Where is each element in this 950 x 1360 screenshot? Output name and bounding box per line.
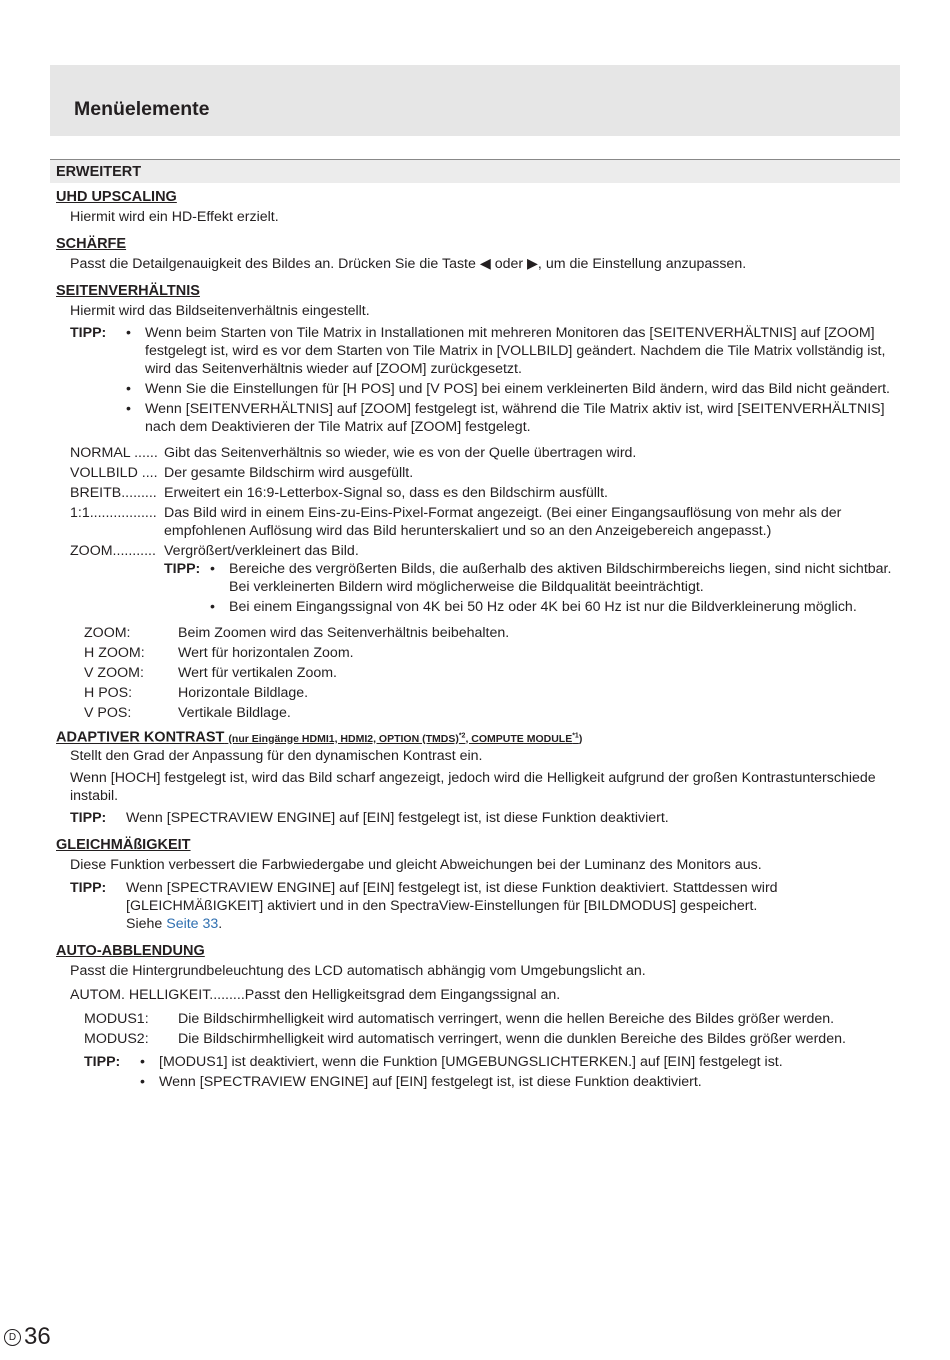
section-adaptiver-kontrast [50,724,900,827]
category-heading: ERWEITERT [50,159,900,183]
tip-item: Bei verkleinerten Bildern wird möglicherweise die Bildqualität beeinträchtigt. [229,579,704,595]
tip-block [50,324,900,438]
option-row: VOLLBILD .... Der gesamte Bildschirm wird ausgefüllt. [70,465,414,481]
bullet-icon: • [140,1074,145,1090]
page-title: Menüelemente [74,98,210,120]
tip-item: • Bereiche des vergrößerten Bilds, die außerhalb des aktiven Bildschirmbereichs liegen, sind nicht sichtbar. [210,561,892,577]
option-row: NORMAL ...... Gibt das Seitenverhältnis so wieder, wie es von der Quelle übertragen wird. [70,445,637,461]
section-title: ADAPTIVER KONTRAST (nur Eingänge HDMI1, HDMI2, OPTION (TMDS)$^{*2}$, COMPUTE MODULE$^{*1}$) [56,729,583,746]
bullet-icon: • [140,1054,145,1070]
option-row: BREITB......... Erweitert ein 16:9-Letterbox-Signal so, dass es den Bildschirm ausfüllt. [70,485,608,501]
tip-item: • Wenn beim Starten von Tile Matrix in Installationen mit mehreren Monitoren das [SEITENVERHÄLTNIS] auf [ZOOM] festgelegt ist, wird es vor dem Starten von Tile Matrix in [VOLLBILD] geändert. Nachdem die Tile Matrix vollständig ist, wird das Seitenverhältnis wieder auf [ZOOM] zurückgesetzt. [126,325,886,377]
tip-block: TIPP: Wenn [SPECTRAVIEW ENGINE] auf [EIN] festgelegt ist, ist diese Funktion deaktiviert. [70,810,669,826]
tip-item: • [MODUS1] ist deaktiviert, wenn die Funktion [UMGEBUNGSLICHTERKEN.] auf [EIN] festgelegt ist. [140,1054,783,1070]
page-number-value: 36 [24,1323,51,1350]
tip-item: • Wenn [SPECTRAVIEW ENGINE] auf [EIN] festgelegt ist, ist diese Funktion deaktiviert. [140,1074,702,1090]
tip-block: TIPP: Wenn [SPECTRAVIEW ENGINE] auf [EIN] festgelegt ist, ist diese Funktion deaktiviert. Stattdessen wird [GLEICHMÄßIGKEIT] aktiviert und in den SpectraView-Einstellungen für [BILDMODUS] gespeichert. Siehe Seite 33. [70,880,778,932]
section-text: Stellt den Grad der Anpassung für den dynamischen Kontrast ein. [70,748,483,764]
section-title: AUTO-ABBLENDUNG [56,943,205,959]
section-seitenverhaeltnis [50,279,900,722]
header-band [50,65,900,136]
section-auto-abblendung [50,939,900,1093]
section-text: Passt die Detailgenauigkeit des Bildes an. Drücken Sie die Taste ◀ oder ▶, um die Einstellung anzupassen. [70,256,747,272]
bullet-icon: • [126,381,131,397]
section-text: Hiermit wird das Bildseitenverhältnis eingestellt. [70,303,370,319]
page-number [4,1323,51,1351]
section-text: Passt die Hintergrundbeleuchtung des LCD automatisch abhängig vom Umgebungslicht an. [70,963,646,979]
option-row: ZOOM........... Vergrößert/verkleinert das Bild. [70,543,359,559]
section-title: GLEICHMÄßIGKEIT [56,837,191,853]
content [50,159,900,1095]
tip-item: • Wenn [SEITENVERHÄLTNIS] auf [ZOOM] festgelegt ist, während die Tile Matrix aktiv ist, wird [SEITENVERHÄLTNIS] nach dem Deaktivieren der Tile Matrix auf [ZOOM] festgelegt. [126,401,885,435]
tip-block [50,1053,900,1093]
tip-item: • Bei einem Eingangssignal von 4K bei 50 Hz oder 4K bei 60 Hz ist nur die Bildverkleinerung möglich. [210,599,857,615]
option-row: 1:1................. Das Bild wird in einem Eins-zu-Eins-Pixel-Format angezeigt. (Bei einer Eingangsauflösung von mehr als der empfohlenen Auflösung wird das Bild herunterskaliert und so an den Anzeigebereich angepasst.) [70,505,842,539]
bullet-icon: • [210,599,215,615]
tip-label: TIPP: [84,1054,121,1070]
tip-label: TIPP: [164,561,201,577]
zoom-setting-row: H ZOOM: Wert für horizontalen Zoom. [84,645,354,661]
section-title: UHD UPSCALING [56,189,177,205]
section-title: SEITENVERHÄLTNIS [56,283,200,299]
tip-item: • Wenn Sie die Einstellungen für [H POS] und [V POS] bei einem verkleinerten Bild ändern, wird das Bild nicht geändert. [126,381,890,397]
option-row: AUTOM. HELLIGKEIT......... Passt den Helligkeitsgrad dem Eingangssignal an. [70,987,561,1003]
section-schaerfe [50,232,900,273]
zoom-setting-row: H POS: Horizontale Bildlage. [84,685,309,701]
mode-row: MODUS1: Die Bildschirmhelligkeit wird automatisch verringert, wenn die hellen Bereiche des Bildes größer werden. [84,1011,835,1027]
zoom-setting-row: V ZOOM: Wert für vertikalen Zoom. [84,665,337,681]
bullet-icon: • [126,401,131,417]
section-gleichmaessigkeit [50,833,900,933]
tip-label: TIPP: [70,880,107,896]
section-title: SCHÄRFE [56,236,127,252]
zoom-tip-block [50,560,900,618]
language-d-icon: D [4,1329,21,1346]
section-uhd-upscaling [50,185,900,226]
section-subtitle: (nur Eingänge HDMI1, HDMI2, OPTION (TMDS)$^{*2}$, COMPUTE MODULE$^{*1}$) [228,732,583,745]
tip-label: TIPP: [70,325,107,341]
section-text: Wenn [HOCH] festgelegt ist, wird das Bild scharf angezeigt, jedoch wird die Helligkeit aufgrund der großen Kontrastunterschiede instabil. [70,770,876,804]
tip-label: TIPP: [70,810,107,826]
bullet-icon: • [126,325,131,341]
zoom-setting-row: ZOOM: Beim Zoomen wird das Seitenverhältnis beibehalten. [84,625,510,641]
section-text: Diese Funktion verbessert die Farbwiedergabe und gleicht Abweichungen bei der Luminanz des Monitors aus. [70,857,762,873]
section-text: Hiermit wird ein HD-Effekt erzielt. [70,209,279,225]
page-link[interactable]: Seite 33 [166,916,219,932]
zoom-setting-row: V POS: Vertikale Bildlage. [84,705,291,721]
mode-row: MODUS2: Die Bildschirmhelligkeit wird automatisch verringert, wenn die dunklen Bereiche des Bildes größer werden. [84,1031,846,1047]
bullet-icon: • [210,561,215,577]
